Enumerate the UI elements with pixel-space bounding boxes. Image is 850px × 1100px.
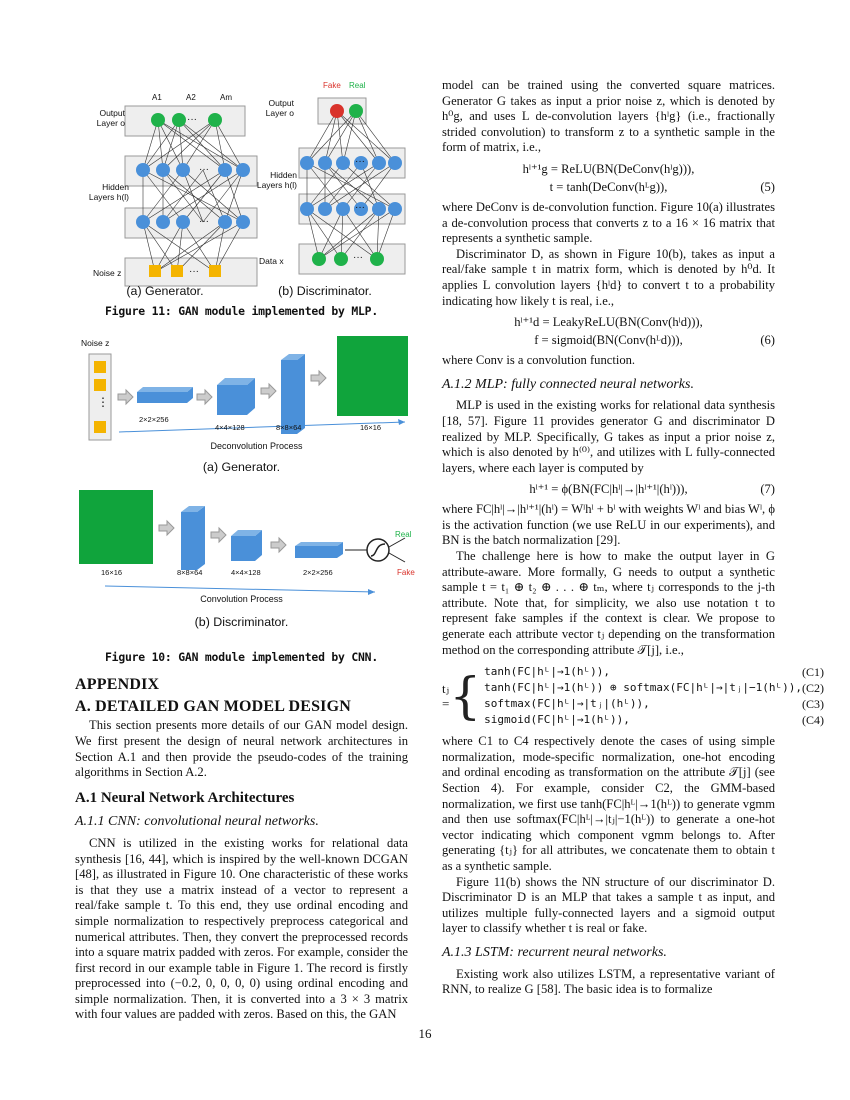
gen-hidden-dots: ··· [199, 164, 209, 175]
fig11a-caption: (a) Generator. [126, 284, 204, 298]
disc-output-layer-label: Output Layer o [265, 98, 294, 118]
equation-6-line-1: hˡ⁺¹d = LeakyReLU(BN(Conv(hˡd))), [514, 315, 703, 330]
cnn-gen-noise-label: Noise z [81, 337, 110, 348]
disc-real-label: Real [349, 81, 366, 90]
section-a1-heading: A.1 Neural Network Architectures [75, 789, 295, 806]
appendix-heading: APPENDIX [75, 676, 160, 694]
fig10a-caption: (a) Generator. [202, 459, 281, 474]
cnn-gen-size-label: 4×4×128 [215, 422, 245, 432]
figure-10-caption: Figure 10: GAN module implemented by CNN. [105, 649, 378, 664]
paragraph: where DeConv is de-convolution function. Figure 10(a) illustrates a de-convolution process that converts z to a 16 × 16 matrix that represents a synthetic sample. [442, 199, 775, 246]
case-tag: (C3) [802, 697, 825, 712]
cnn-disc-size-label: 4×4×128 [231, 567, 261, 577]
page-number: 16 [418, 1026, 432, 1041]
section-a12-heading: A.1.2 MLP: fully connected neural networks. [442, 376, 694, 392]
case-expr: tanh(FC|hᴸ|→1(hᴸ)) ⊕ softmax(FC|hᴸ|→|tⱼ|−1(hᴸ)), [484, 681, 803, 695]
section-a-text: This section presents more details of our GAN model design. We first present the design of neural network architectures in Section A.1 and then provide the pseudo-codes of the training algorithms in Section A.2. [75, 718, 408, 780]
mlp-discriminator-diagram [299, 98, 405, 274]
paragraph: where FC|hˡ|→|hˡ⁺¹|(hˡ) = Wˡhˡ + bˡ with weights Wˡ and bias Wˡ, ϕ is the activation function (we use ReLU in our experiments), and BN is the batch normalization [29]. [442, 502, 775, 548]
case-expr: sigmoid(FC|hᴸ|→1(hᴸ)), [484, 713, 630, 727]
deconvolution-process-label: Deconvolution Process [210, 440, 303, 451]
case-tag: (C1) [802, 665, 825, 680]
gen-hidden-dots: ··· [199, 216, 209, 227]
disc-hidden-dots: ··· [355, 156, 365, 167]
right-column [442, 78, 825, 998]
case-row [484, 680, 824, 696]
gen-output-dots: ··· [187, 114, 197, 125]
equation-5-line-2: t = tanh(DeConv(hᴸg)), [549, 179, 668, 194]
equation-7 [442, 480, 775, 498]
paragraph: where C1 to C4 respectively denote the cases of using simple normalization, mode-specific normalization, one-hot encoding and ordinal encoding as transformation on the attribute 𝒯[j] (see Section 4). For example, consider C2, the GMM-based normalization, we first use tanh(FC|hᴸ|→1(hᴸ)) to generate vgmm and then use softmax(FC|hᴸ|→|tⱼ|−1(hᴸ)) to generate a one-hot vector indicating which component vgmm belongs to. After generating {tⱼ} for all attributes, we concatenate them to obtain t as a synthetic sample. [442, 734, 775, 873]
cnn-gen-size-label: 16×16 [360, 422, 382, 432]
fig11b-caption: (b) Discriminator. [278, 284, 372, 298]
paragraph: where Conv is a convolution function. [442, 353, 636, 368]
section-a11-heading: A.1.1 CNN: convolutional neural networks. [75, 814, 319, 830]
section-a-heading: A. DETAILED GAN MODEL DESIGN [75, 697, 352, 715]
disc-hidden-layers-label: Hidden Layers h(l) [256, 170, 297, 190]
figure-11-caption: Figure 11: GAN module implemented by MLP. [105, 304, 378, 318]
equation-5 [442, 160, 775, 196]
case-tag: (C4) [802, 713, 825, 728]
section-a13-heading: A.1.3 LSTM: recurrent neural networks. [442, 944, 667, 960]
cnn-disc-size-label: 16×16 [101, 567, 123, 577]
case-row [484, 696, 824, 712]
cnn-paragraph: CNN is utilized in the existing works for relational data synthesis [16, 44], which is inspired by the well-known DCGAN [48], as illustrated in Figure 10. One characteristic of these works is that they use a matrix instead of a vector to represent a real/fake sample t. To this end, they use ordinal encoding and simple normalization to respectively preprocess categorical and numerical attributes. Then, they convert the preprocessed records into a square matrix padded with zeros. For example, consider the first record in our example table in Figure 1. The record is firstly preprocessed into (−0.2, 0, 0, 0, 0) using ordinal encoding and simple normalization. Then, it is converted into a 3 × 3 matrix with four values are padded with zeros. Based on this, the GAN [75, 835, 408, 1022]
gen-output-layer-label: Output Layer o [96, 108, 125, 128]
cnn-disc-real-label: Real [395, 529, 412, 539]
figure-11 [75, 78, 408, 298]
cases-table [484, 664, 824, 728]
gen-noise-label: Noise z [93, 268, 122, 278]
cnn-noise-dots: ⋮ [97, 394, 109, 409]
gen-noise-dots: ··· [189, 266, 199, 277]
disc-fake-label: Fake [323, 81, 341, 90]
disc-hidden-dots: ··· [355, 202, 365, 213]
mlp-generator-diagram [125, 106, 257, 286]
case-expr: tanh(FC|hᴸ|→1(hᴸ)), [484, 665, 610, 679]
equation-5-line-1: hˡ⁺¹g = ReLU(BN(DeConv(hˡg))), [522, 161, 695, 176]
case-expr: softmax(FC|hᴸ|→|tⱼ|(hᴸ)), [484, 697, 650, 711]
cnn-disc-size-label: 2×2×256 [303, 567, 333, 577]
equation-number: (5) [760, 179, 775, 194]
equation-7-line: hˡ⁺¹ = ϕ(BN(FC|hˡ|→|hˡ⁺¹|(hˡ))), [529, 482, 688, 497]
figure-10 [75, 330, 415, 650]
case-row [484, 664, 824, 680]
cases-brace: { [449, 667, 482, 726]
paragraph: model can be trained using the converted square matrices. Generator G takes as input a prior noise z, which is denoted by h⁰g, and uses L de-convolution layers {hˡg} (i.e., fractionally strided convolution) to transform z to a synthetic sample in the form of matrix, i.e., [442, 78, 775, 155]
paragraph: Discriminator D, as shown in Figure 10(b), takes as input a real/fake sample t in matrix form, which is denoted by h⁰d. It applies L convolution layers {hˡd} to convert t to a probability indicating how likely t is real, i.e., [442, 246, 775, 308]
paragraph: The challenge here is how to make the output layer in G attribute-aware. More formally, G needs to output a synthetic sample t = t₁ ⊕ t₂ ⊕ . . . ⊕ tₘ, where tⱼ corresponds to the j-th attribute. Note that, for simplicity, we also use notation t to represent fake samples if the context is clear. We propose to generate each attribute vector tⱼ depending on the transformation method on the corresponding attribute 𝒯[j], i.e., [442, 549, 775, 657]
cnn-disc-fake-label: Fake [397, 567, 415, 577]
attr-label: Am [220, 93, 232, 102]
attr-label: A1 [152, 93, 162, 102]
attr-label: A2 [186, 93, 196, 102]
paragraph: MLP is used in the existing works for relational data synthesis [18, 57]. Figure 11 provides generator G and discriminator D realized by MLP. Specifically, G takes as input a prior noise z, which is also denoted by h⁽⁰⁾, and utilizes with L fully-connected layers, where each layer is computed by [442, 398, 775, 475]
fig10b-caption: (b) Discriminator. [194, 614, 289, 629]
gen-hidden-layers-label: Hidden Layers h(l) [88, 182, 129, 202]
equation-6-line-2: f = sigmoid(BN(Conv(hᴸd))), [534, 333, 683, 348]
cases-lhs: tⱼ = [442, 680, 450, 712]
convolution-process-label: Convolution Process [200, 593, 283, 604]
cnn-gen-size-label: 2×2×256 [139, 414, 169, 424]
equation-6 [442, 313, 775, 349]
equation-number: (7) [760, 482, 775, 497]
case-tag: (C2) [802, 681, 825, 696]
equation-number: (6) [760, 333, 775, 348]
paragraph: Figure 11(b) shows the NN structure of our discriminator D. Discriminator D is an MLP that takes a sample t as input, and utilizes multiple fully-connected layers and a sigmoid output layer to classify whether t is real or fake. [442, 874, 775, 936]
attribute-output-cases [442, 664, 825, 728]
paragraph: Existing work also utilizes LSTM, a representative variant of RNN, to realize G [58]. The basic idea is to formalize [442, 966, 775, 997]
cnn-gen-size-label: 8×8×64 [276, 422, 302, 432]
left-column [75, 78, 415, 1023]
cnn-disc-size-label: 8×8×64 [177, 567, 203, 577]
gen-attribute-labels [152, 90, 232, 106]
disc-data-label: Data x [259, 256, 284, 266]
disc-data-dots: ··· [353, 252, 363, 263]
case-row [484, 712, 824, 728]
